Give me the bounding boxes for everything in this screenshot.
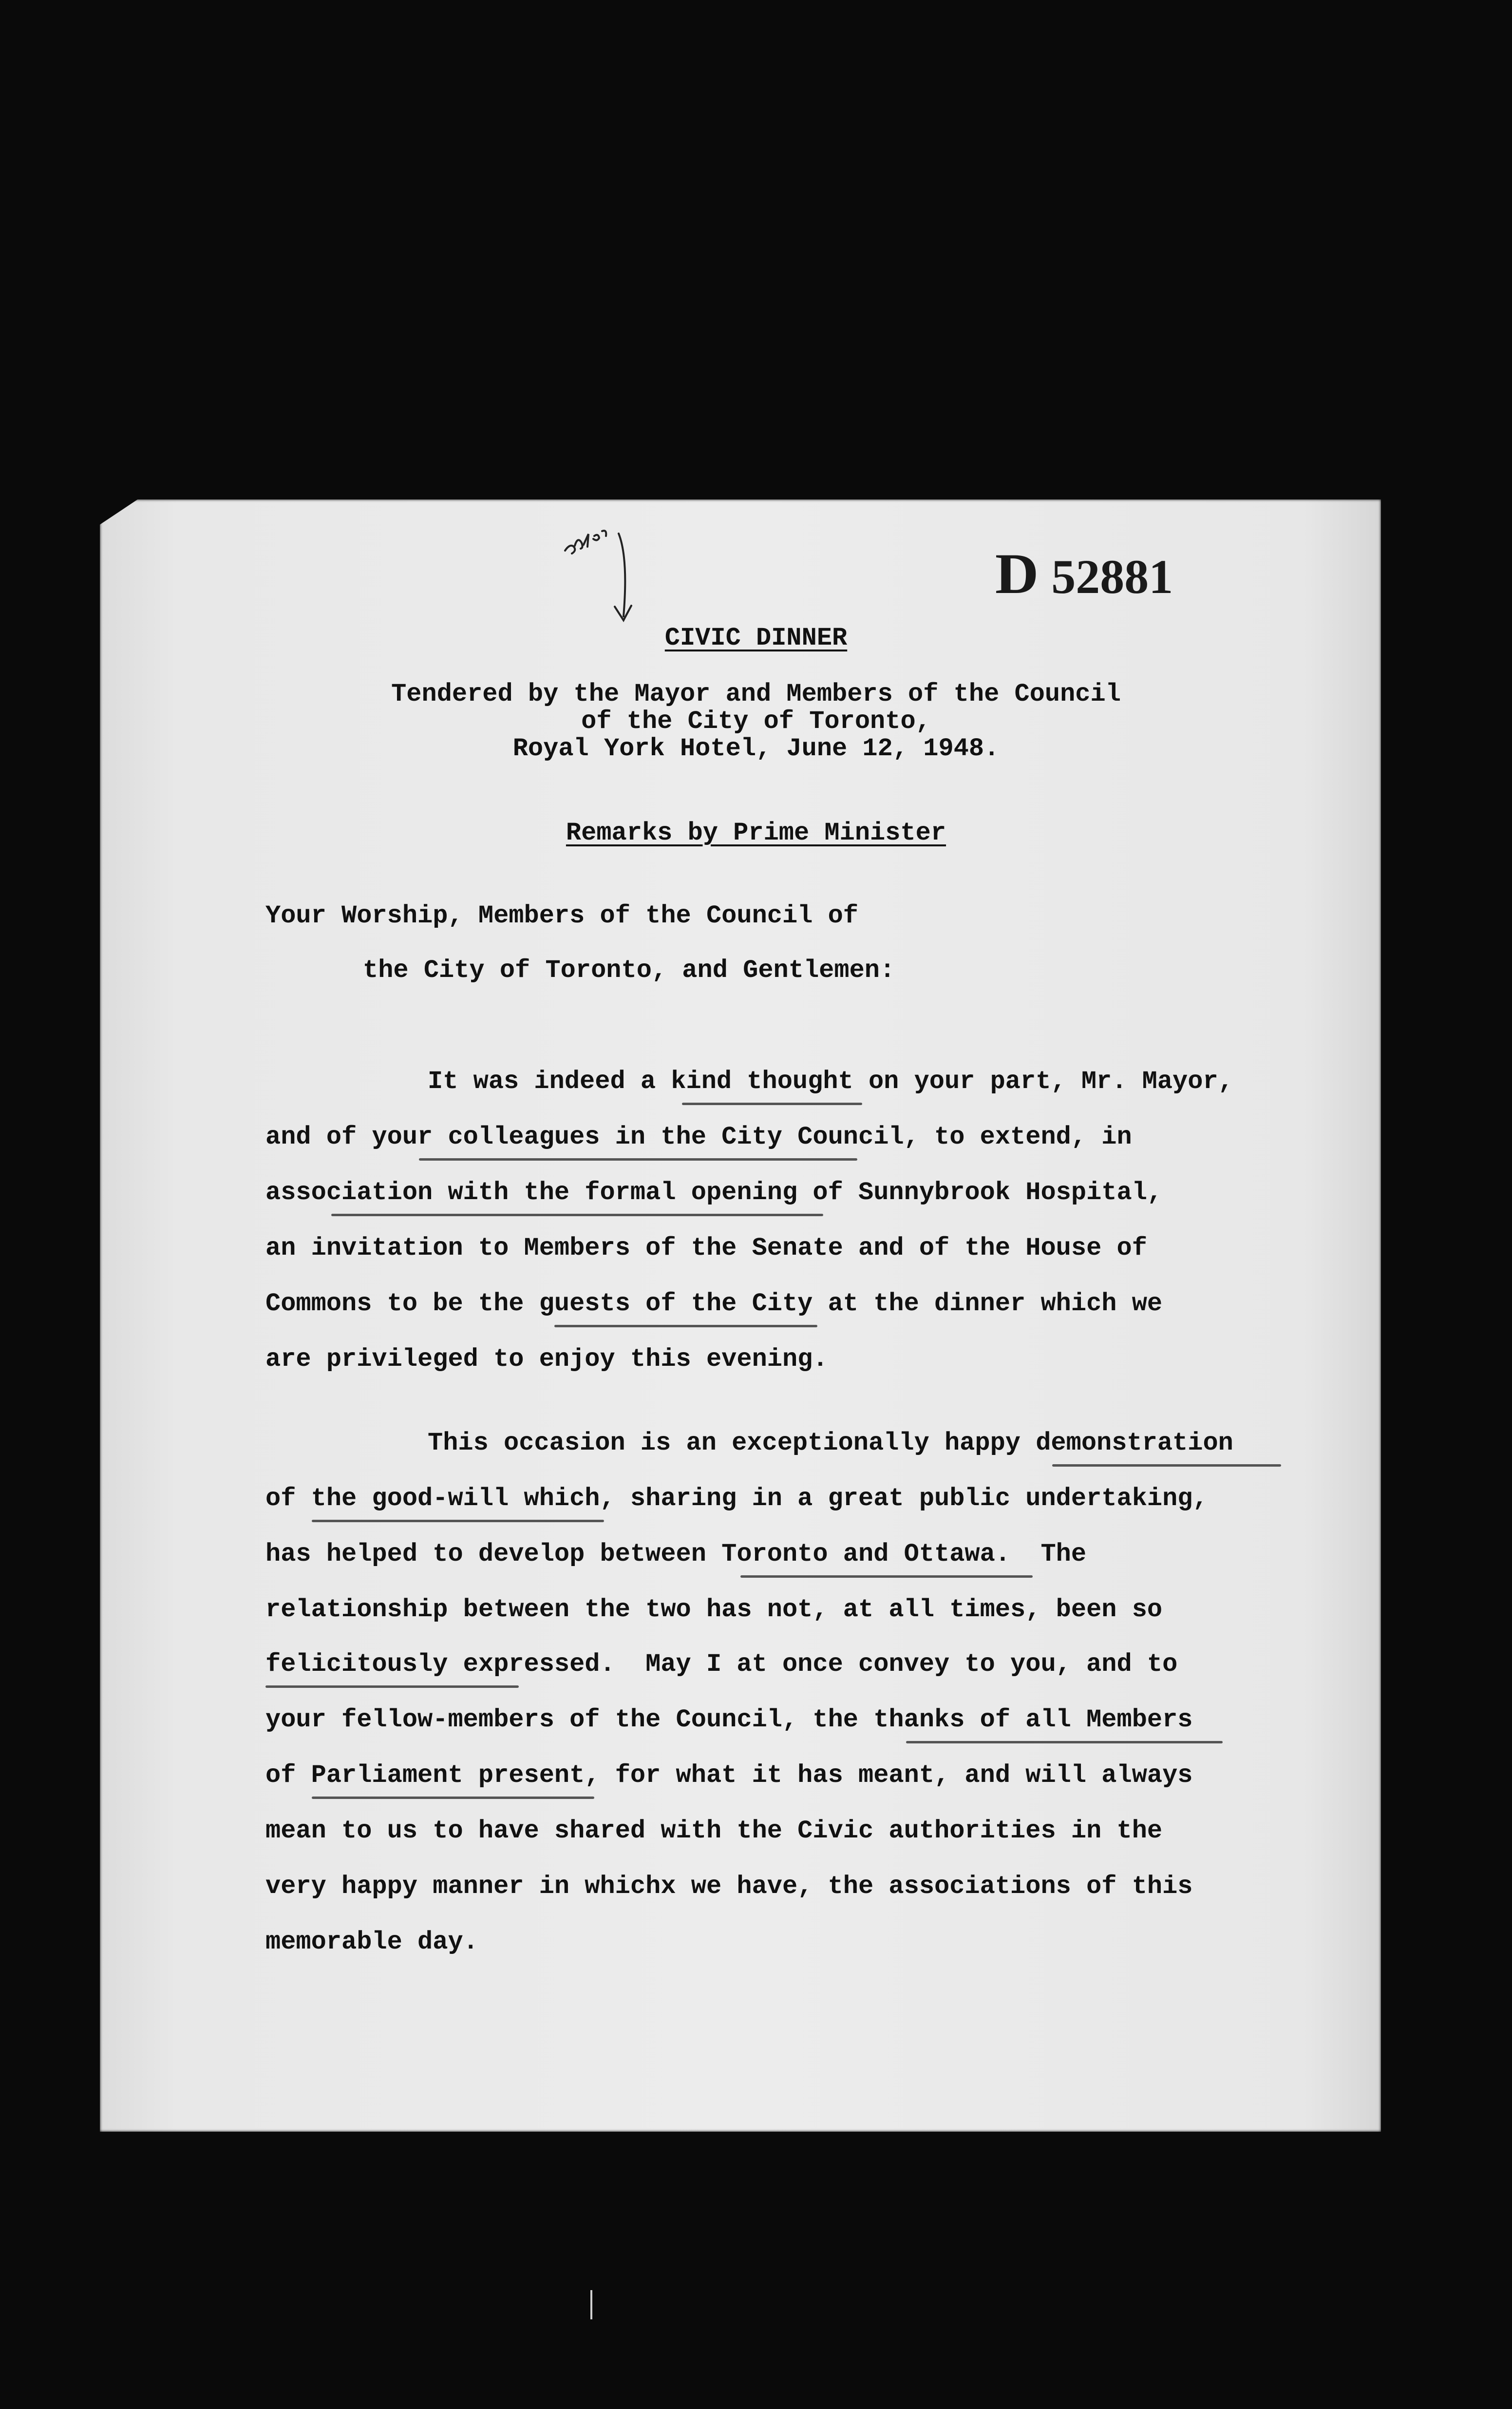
paragraph2-line-7: of Parliament present, for what it has meant, and will always — [265, 1761, 1193, 1790]
pencil-underline — [682, 1103, 862, 1105]
paragraph1-line-3: association with the formal opening of Sunnybrook Hospital, — [265, 1178, 1163, 1207]
handwritten-annotation — [555, 507, 701, 629]
pencil-underline — [1052, 1464, 1281, 1467]
paragraph2-line-1: This occasion is an exceptionally happy demonstration — [428, 1429, 1233, 1457]
pencil-underline — [331, 1214, 823, 1216]
remarks-heading: Remarks by Prime Minister — [566, 819, 946, 847]
paragraph1-line-4: an invitation to Members of the Senate and of the House of — [265, 1234, 1147, 1262]
paragraph1-line-6: are privileged to enjoy this evening. — [265, 1345, 828, 1374]
subtitle-line-3: Royal York Hotel, June 12, 1948. — [512, 734, 1000, 763]
paragraph2-line-2: of the good-will which, sharing in a great public undertaking, — [265, 1484, 1208, 1513]
paragraph2-line-9: very happy manner in whichx we have, the associations of this — [265, 1872, 1193, 1901]
pencil-underline — [312, 1520, 604, 1522]
paragraph1-line-5: Commons to be the guests of the City at the dinner which we — [265, 1289, 1163, 1318]
pencil-underline — [265, 1685, 519, 1688]
paragraph1-line-2: and of your colleagues in the City Council, to extend, in — [265, 1123, 1132, 1151]
pencil-underline — [419, 1158, 857, 1161]
folded-corner — [97, 497, 141, 526]
salutation-line-2: the City of Toronto, and Gentlemen: — [363, 956, 895, 985]
paragraph2-line-10: memorable day. — [265, 1928, 478, 1956]
salutation-line-1: Your Worship, Members of the Council of — [265, 901, 858, 930]
paragraph2-line-5: felicitously expressed. May I at once convey to you, and to — [265, 1650, 1178, 1679]
pencil-underline — [554, 1325, 817, 1327]
paragraph2-line-6: your fellow-members of the Council, the thanks of all Members — [265, 1705, 1193, 1734]
document-stamp — [996, 541, 1173, 607]
subtitle-line-2: of the City of Toronto, — [581, 707, 931, 736]
subtitle-line-1: Tendered by the Mayor and Members of the Council — [391, 680, 1121, 708]
pencil-underline — [740, 1575, 1033, 1578]
pencil-underline — [312, 1797, 594, 1799]
film-mark — [590, 2290, 592, 2319]
stamp-prefix: D — [995, 542, 1039, 606]
paragraph1-line-1: It was indeed a kind thought on your part, Mr. Mayor, — [428, 1067, 1233, 1096]
stamp-number: 52881 — [1051, 550, 1173, 604]
pencil-underline — [906, 1741, 1223, 1743]
paragraph2-line-3: has helped to develop between Toronto and Ottawa. The — [265, 1540, 1087, 1568]
page-title: CIVIC DINNER — [664, 624, 848, 652]
paragraph2-line-4: relationship between the two has not, at all times, been so — [265, 1595, 1163, 1624]
paragraph2-line-8: mean to us to have shared with the Civic authorities in the — [265, 1816, 1163, 1845]
